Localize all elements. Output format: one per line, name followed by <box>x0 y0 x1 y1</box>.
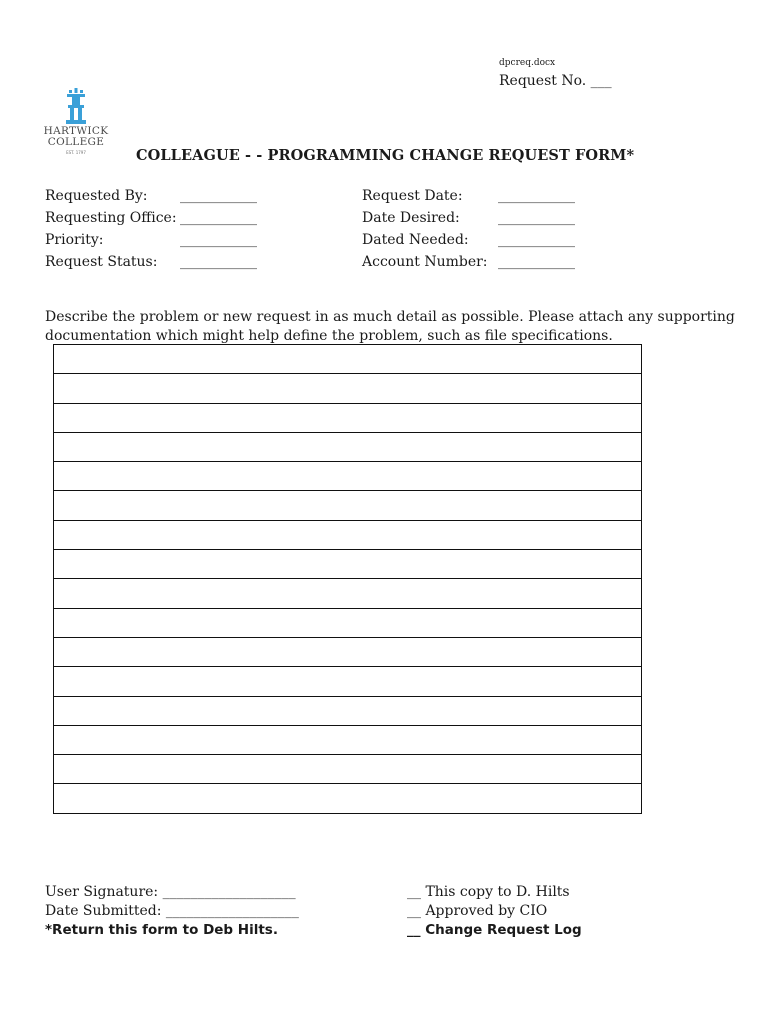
description-line[interactable] <box>54 579 642 608</box>
college-logo <box>40 88 112 164</box>
logo-est: EST. 1797 <box>66 150 86 155</box>
description-lines-box[interactable] <box>53 344 642 814</box>
requesting-office-field[interactable]: ___________ <box>180 210 257 226</box>
approved-by-cio-item[interactable]: __ Approved by CIO <box>407 903 548 919</box>
description-line[interactable] <box>54 462 642 491</box>
document-filename: dpcreq.docx <box>499 58 556 68</box>
return-form-note: *Return this form to Deb Hilts. <box>45 922 278 938</box>
logo-name-line2: COLLEGE <box>47 136 105 148</box>
logo-name-line1: HARTWICK <box>43 125 109 137</box>
account-number-field[interactable]: ___________ <box>498 254 575 270</box>
date-desired-label: Date Desired: <box>362 210 460 226</box>
requested-by-field[interactable]: ___________ <box>180 188 257 204</box>
account-number-label: Account Number: <box>362 254 488 270</box>
description-line[interactable] <box>54 345 642 374</box>
description-line[interactable] <box>54 374 642 403</box>
date-submitted-line[interactable]: Date Submitted: ___________________ <box>45 903 299 919</box>
form-title: COLLEAGUE - - PROGRAMMING CHANGE REQUEST FORM* <box>136 147 635 164</box>
request-number: Request No. ___ <box>499 73 612 89</box>
description-line[interactable] <box>54 520 642 549</box>
description-line[interactable] <box>54 784 642 813</box>
right-fields <box>362 185 622 275</box>
priority-label: Priority: <box>45 232 104 248</box>
description-line[interactable] <box>54 550 642 579</box>
request-status-label: Request Status: <box>45 254 158 270</box>
date-needed-field[interactable]: ___________ <box>498 232 575 248</box>
hartwick-emblem-icon <box>64 88 88 126</box>
request-date-field[interactable]: ___________ <box>498 188 575 204</box>
change-request-log-item[interactable]: __ Change Request Log <box>407 922 582 938</box>
description-line[interactable] <box>54 491 642 520</box>
description-line[interactable] <box>54 637 642 666</box>
description-line[interactable] <box>54 403 642 432</box>
date-desired-field[interactable]: ___________ <box>498 210 575 226</box>
left-fields <box>45 185 295 275</box>
description-line[interactable] <box>54 432 642 461</box>
request-date-label: Request Date: <box>362 188 463 204</box>
user-signature-line[interactable]: User Signature: ___________________ <box>45 884 296 900</box>
instructions-text: Describe the problem or new request in as much detail as possible. Please attach any supporting documentation which might help define the problem, such as file specifications. <box>45 309 735 344</box>
requesting-office-label: Requesting Office: <box>45 210 177 226</box>
description-line[interactable] <box>54 725 642 754</box>
copy-to-hilts-item[interactable]: __ This copy to D. Hilts <box>407 884 570 900</box>
description-line[interactable] <box>54 696 642 725</box>
description-line[interactable] <box>54 667 642 696</box>
description-line[interactable] <box>54 755 642 784</box>
requested-by-label: Requested By: <box>45 188 148 204</box>
request-status-field[interactable]: ___________ <box>180 254 257 270</box>
priority-field[interactable]: ___________ <box>180 232 257 248</box>
date-needed-label: Dated Needed: <box>362 232 469 248</box>
description-line[interactable] <box>54 608 642 637</box>
